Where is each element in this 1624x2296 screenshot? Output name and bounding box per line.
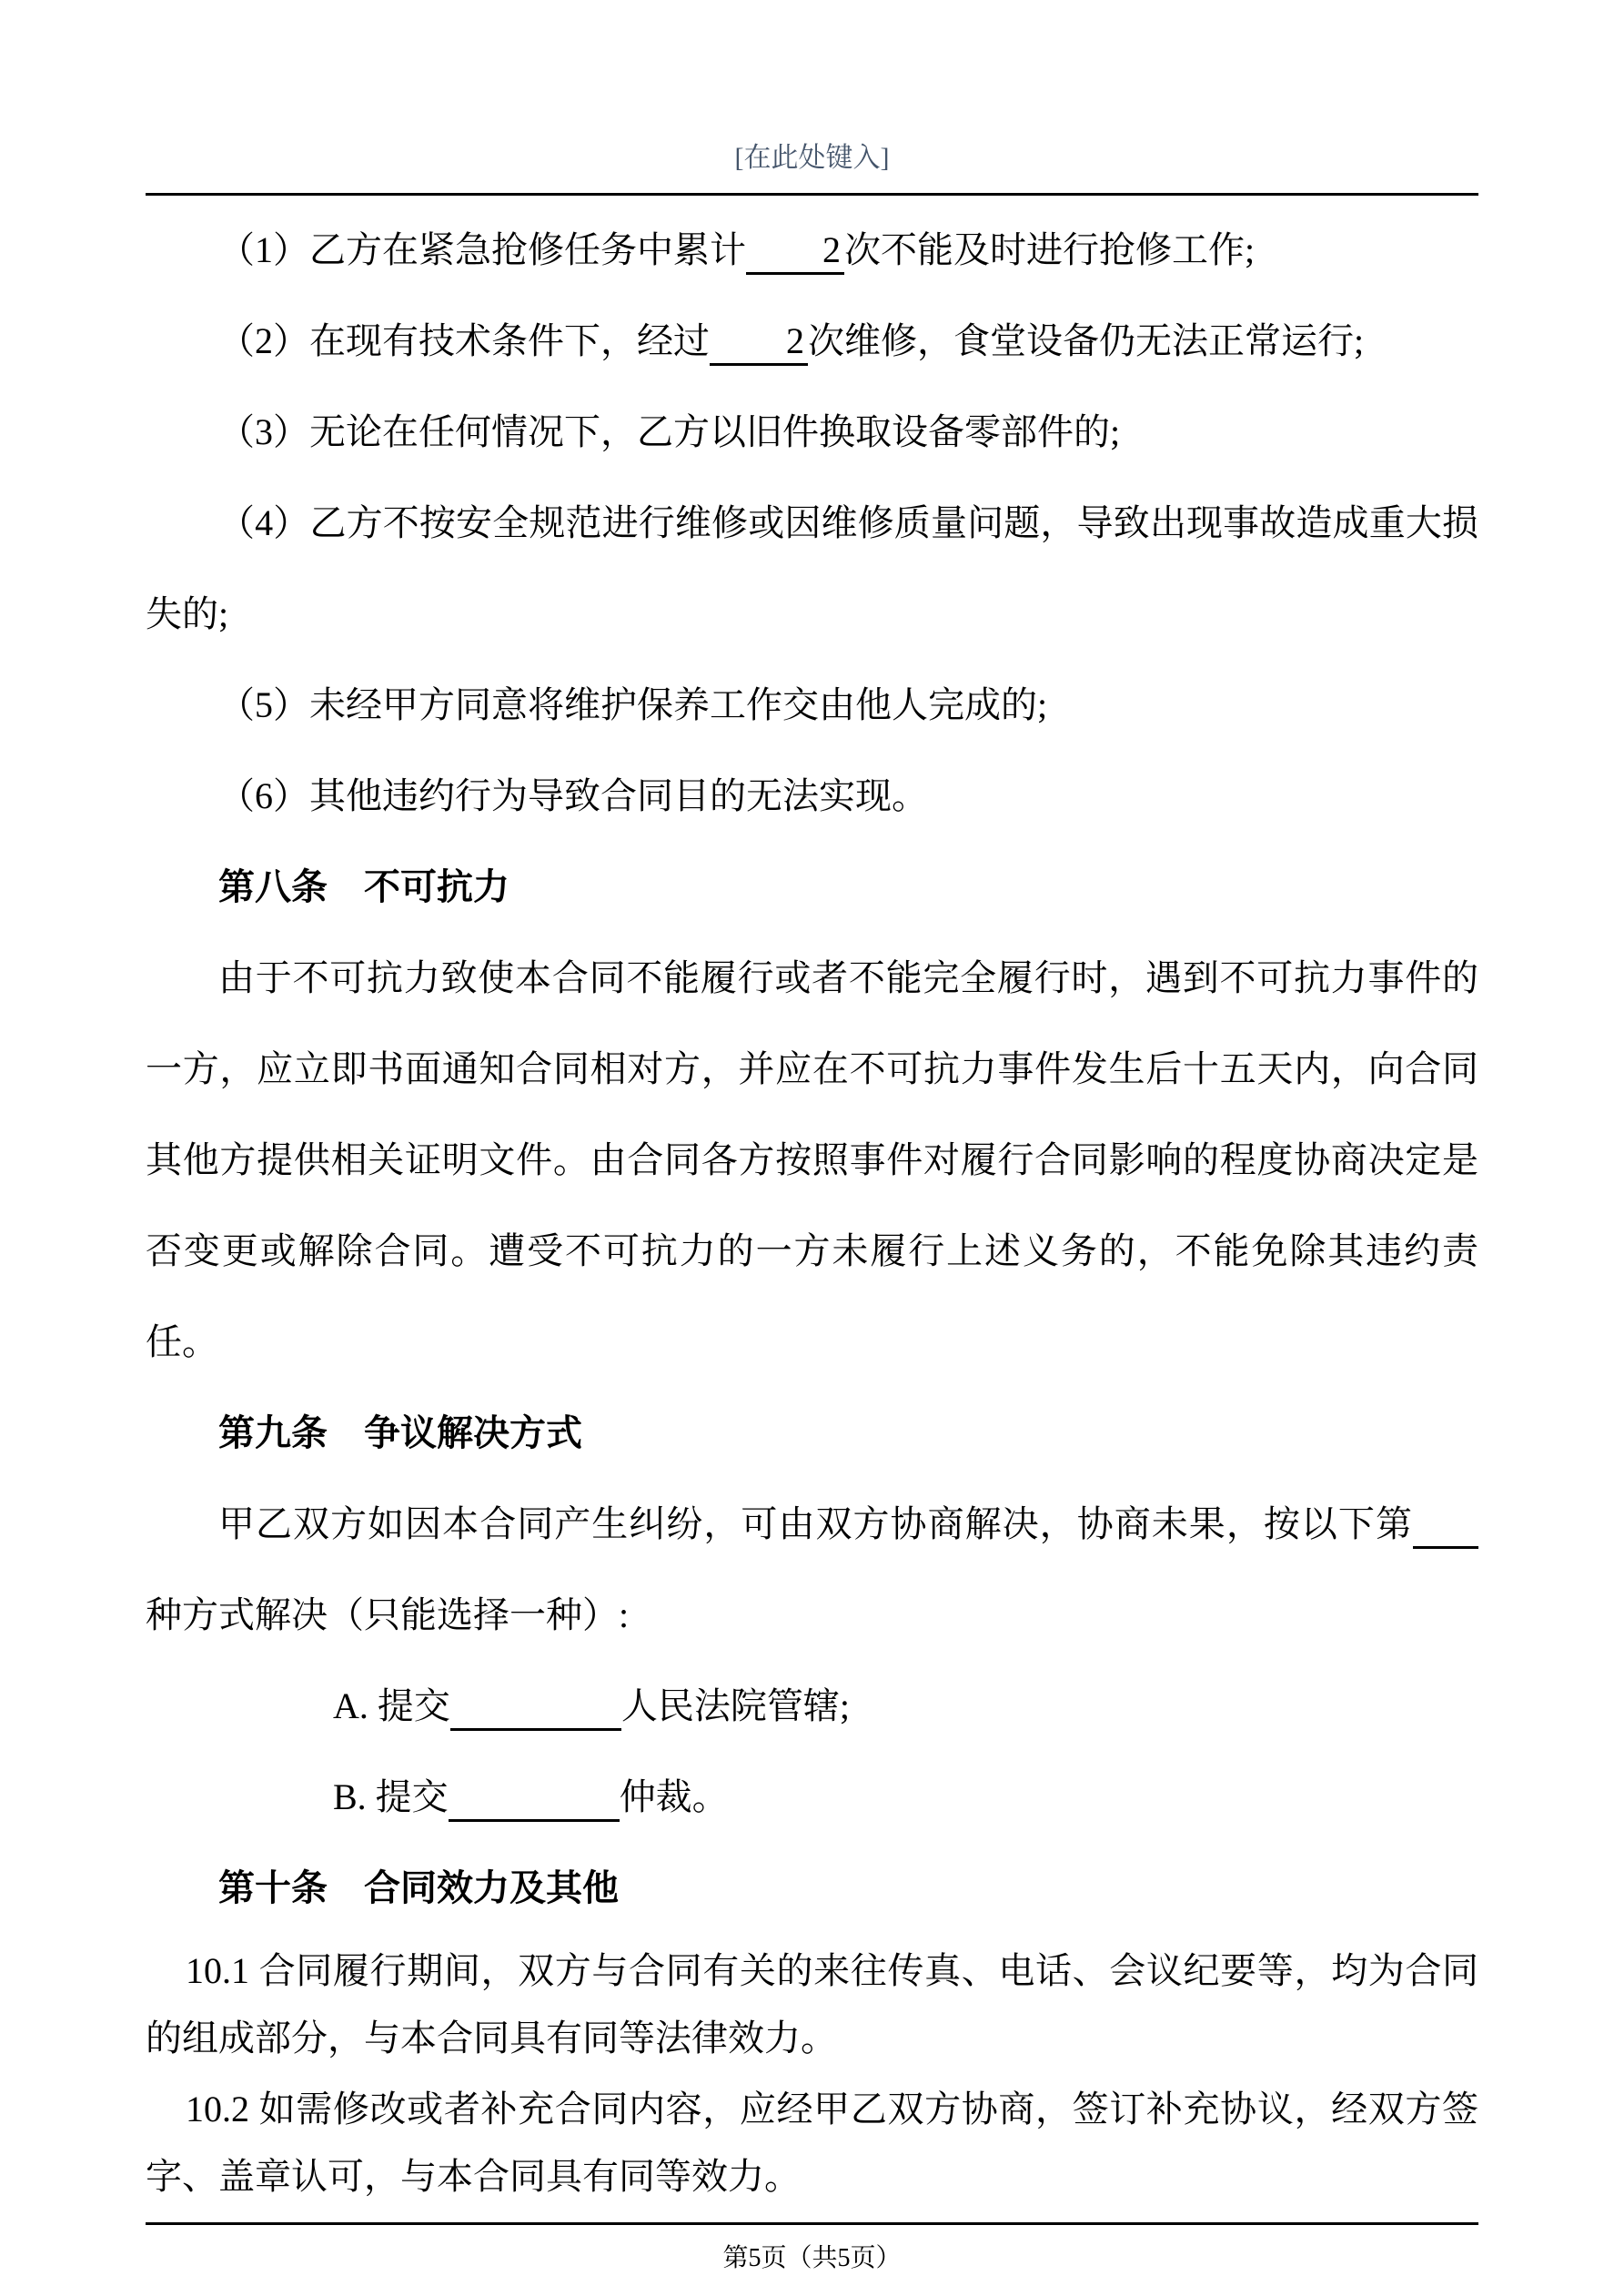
clause-text: 次不能及时进行抢修工作; <box>844 229 1256 270</box>
clause-item-4 <box>146 478 1478 660</box>
clause-10-1: 10.1 合同履行期间，双方与合同有关的来往传真、电话、会议纪要等，均为合同的组成部分，与本合同具有同等法律效力。 <box>146 1950 1478 2058</box>
clause-text: （5）未经甲方同意将维护保养工作交由他人完成的; <box>218 684 1048 725</box>
clause-item-5 <box>146 660 1478 751</box>
clause-item-6 <box>146 751 1478 842</box>
page-number: 第5页（共5页） <box>722 2244 902 2272</box>
dispute-option-b <box>146 1752 1478 1843</box>
header-placeholder[interactable]: [在此处键入] <box>734 143 890 173</box>
option-text: A. 提交 <box>333 1685 450 1726</box>
dispute-intro-line <box>146 1479 1478 1570</box>
clause-item-2 <box>146 296 1478 387</box>
article9-heading: 第九条 争议解决方式 <box>218 1413 582 1453</box>
clause-text: （1）乙方在紧急抢修任务中累计 <box>218 229 746 270</box>
dispute-intro-text: 种方式解决（只能选择一种）: <box>146 1594 630 1635</box>
clause-text: （6）其他违约行为导致合同目的无法实现。 <box>218 775 928 816</box>
dispute-method-blank[interactable] <box>1413 1502 1478 1549</box>
document-body <box>146 205 1478 2210</box>
dispute-option-a <box>146 1661 1478 1752</box>
option-text: 人民法院管辖; <box>620 1685 851 1726</box>
dispute-intro-text: 甲乙双方如因本合同产生纠纷，可由双方协商解决，协商未果，按以下第 <box>218 1503 1413 1544</box>
article8-heading: 第八条 不可抗力 <box>218 867 509 907</box>
maintenance-count-blank[interactable]: 2 <box>710 319 808 366</box>
clause-text: 次维修，食堂设备仍无法正常运行; <box>808 320 1365 361</box>
clause-text: （3）无论在任何情况下，乙方以旧件换取设备零部件的; <box>218 411 1121 452</box>
page-footer <box>146 2222 1478 2274</box>
article10-heading: 第十条 合同效力及其他 <box>218 1868 619 1908</box>
court-name-blank[interactable] <box>450 1684 621 1731</box>
clause-item-3 <box>146 387 1478 478</box>
repair-count-blank[interactable]: 2 <box>746 228 844 275</box>
page-header <box>146 135 1478 196</box>
clause-text: （2）在现有技术条件下，经过 <box>218 320 710 361</box>
arbitration-blank[interactable] <box>449 1775 620 1822</box>
option-text: B. 提交 <box>333 1776 449 1817</box>
clause-item-1 <box>146 205 1478 296</box>
clause-text: （4）乙方不按安全规范进行维修或因维修质量问题，导致出现事故造成重大损失的; <box>146 502 1478 634</box>
clause-10-2: 10.2 如需修改或者补充合同内容，应经甲乙双方协商，签订补充协议，经双方签字、盖章认可，与本合同具有同等效力。 <box>146 2089 1478 2197</box>
article8-body: 由于不可抗力致使本合同不能履行或者不能完全履行时，遇到不可抗力事件的一方，应立即书面通知合同相对方，并应在不可抗力事件发生后十五天内，向合同其他方提供相关证明文件。由合同各方按照事件对履行合同影响的程度协商决定是否变更或解除合同。遭受不可抗力的一方未履行上述义务的，不能免除其违约责任。 <box>146 957 1478 1362</box>
dispute-intro-continuation <box>146 1570 1478 1661</box>
option-text: 仲裁。 <box>619 1776 729 1817</box>
